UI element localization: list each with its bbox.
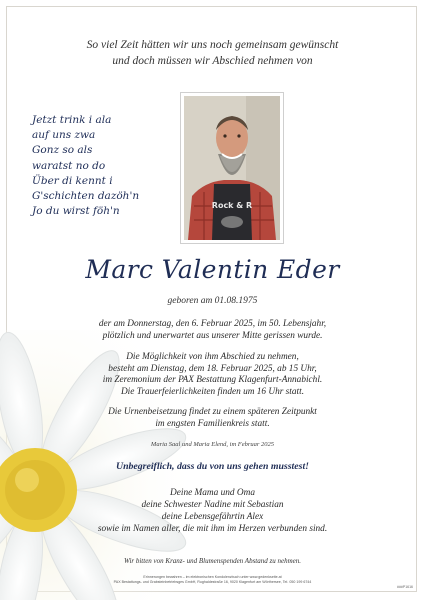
text-line: im engsten Familienkreis statt. [155, 418, 270, 429]
poem-line: waratst no do [32, 159, 106, 172]
poem-line: auf uns zwa [32, 129, 96, 142]
reference-code: ###P1616 [397, 585, 413, 589]
poem-line: Über di kennt i [32, 174, 113, 187]
text-line: Die Trauerfeierlichkeiten finden um 16 Uhr statt. [120, 386, 305, 397]
intro-line: und doch müssen wir Abschied nehmen von [112, 55, 313, 67]
deceased-name: Marc Valentin Eder [85, 255, 340, 284]
text-line: besteht am Dienstag, dem 18. Februar 2025, ab 15 Uhr, [108, 363, 317, 374]
place-date: Maria Saal und Maria Elend, im Februar 2025 [150, 441, 275, 448]
death-notice [0, 319, 425, 342]
text-line: plötzlich und unerwartet aus unserer Mitte gerissen wurde. [102, 330, 323, 341]
text-line: Die Möglichkeit von ihm Abschied zu nehmen, [126, 352, 299, 362]
donation-note: Wir bitten von Kranz- und Blumenspenden Abstand zu nehmen. [124, 557, 301, 565]
birth-date: geboren am 01.08.1975 [167, 296, 258, 306]
family-line: deine Schwester Nadine mit Sebastian [141, 500, 284, 510]
footer [0, 575, 425, 584]
poem-line: Gonz so als [32, 144, 93, 157]
intro-text [0, 37, 425, 69]
portrait-image [184, 96, 280, 240]
family-signatures [0, 487, 425, 535]
family-line: sowie im Namen aller, die mit ihm im Herzen verbunden sind. [97, 524, 328, 534]
footer-line: Erinnerungen bewahren – im elektronischen Kondolenzbuch unter www.gedenkseite.at [143, 575, 282, 579]
poem-line: G'schichten dazöh'n [32, 190, 140, 203]
svg-text:Rock & R: Rock & R [211, 201, 253, 210]
text-line: im Zeremonium der PAX Bestattung Klagenfurt-Annabichl. [102, 375, 323, 386]
family-line: Deine Mama und Oma [170, 488, 255, 498]
text-line: Die Urnenbeisetzung findet zu einem späteren Zeitpunkt [108, 407, 317, 417]
poem-line: Jo du wirst föh'n [32, 205, 120, 218]
text-line: der am Donnerstag, den 6. Februar 2025, im 50. Lebensjahr, [98, 319, 327, 329]
family-line: deine Lebensgefährtin Alex [161, 512, 264, 522]
poem [32, 113, 172, 219]
poem-line: Jetzt trink i ala [32, 114, 112, 126]
condolence-highlight: Unbegreiflich, dass du von uns gehen musstest! [116, 461, 309, 472]
urn-burial-info [0, 407, 425, 430]
intro-line: So viel Zeit hätten wir uns noch gemeinsam gewünscht [86, 39, 339, 51]
portrait-photo [180, 92, 284, 244]
footer-line: PAX Bestattungs- und Grabsteinbetriebsges GmbH, Rughaldestraße 16, 9020 Klagenfurt am Wörthersee, Tel. 050 199 6744 [113, 579, 312, 584]
farewell-info [0, 352, 425, 398]
